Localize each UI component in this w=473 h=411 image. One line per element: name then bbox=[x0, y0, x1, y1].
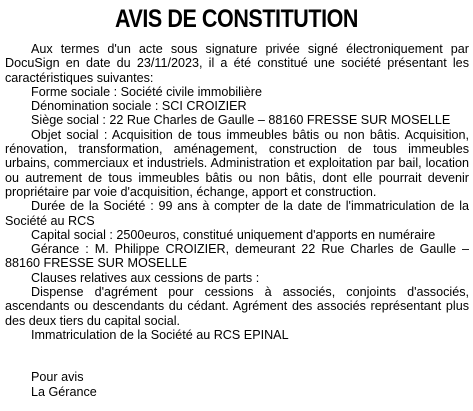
closing-line: Pour avis bbox=[31, 370, 84, 385]
spacer bbox=[5, 342, 469, 370]
notice-title: AVIS DE CONSTITUTION bbox=[114, 5, 359, 33]
notice-body bbox=[5, 42, 469, 399]
legal-form-line: Forme sociale : Société civile immobilière bbox=[31, 84, 262, 99]
share-capital-line: Capital social : 2500euros, constitué uniquement d'apports en numéraire bbox=[31, 227, 436, 242]
signature-line: La Gérance bbox=[31, 384, 97, 399]
duration-paragraph: Durée de la Société : 99 ans à compter de la date de l'immatriculation de la Société au RCS bbox=[5, 199, 469, 228]
registration-line: Immatriculation de la Société au RCS EPINAL bbox=[31, 327, 289, 342]
intro-paragraph: Aux termes d'un acte sous signature privée signé électroniquement par DocuSign en date du 23/11/2023, il a été constitué une société présentant les caractéristiques suivantes: bbox=[5, 42, 469, 85]
management-paragraph: Gérance : M. Philippe CROIZIER, demeurant 22 Rue Charles de Gaulle – 88160 FRESSE SUR MOSELLE bbox=[5, 242, 469, 271]
share-transfer-heading: Clauses relatives aux cessions de parts : bbox=[31, 270, 260, 285]
share-transfer-paragraph: Dispense d'agrément pour cessions à associés, conjoints d'associés, ascendants ou descendants du cédant. Agrément des associés représentant plus des deux tiers du capital social. bbox=[5, 285, 469, 328]
corporate-purpose-paragraph: Objet social : Acquisition de tous immeubles bâtis ou non bâtis. Acquisition, rénovation, transformation, aménagement, construction de tous immeubles urbains, commerciaux et industriels. Administration et exploitation par bail, location ou autrement de tous immeubles bâtis ou non bâtis, dont elle pourrait devenir propriétaire par voie d'acquisition, échange, apport et construction. bbox=[5, 127, 469, 199]
company-name-line: Dénomination sociale : SCI CROIZIER bbox=[31, 99, 247, 114]
registered-office-line: Siège social : 22 Rue Charles de Gaulle – 88160 FRESSE SUR MOSELLE bbox=[31, 113, 451, 128]
